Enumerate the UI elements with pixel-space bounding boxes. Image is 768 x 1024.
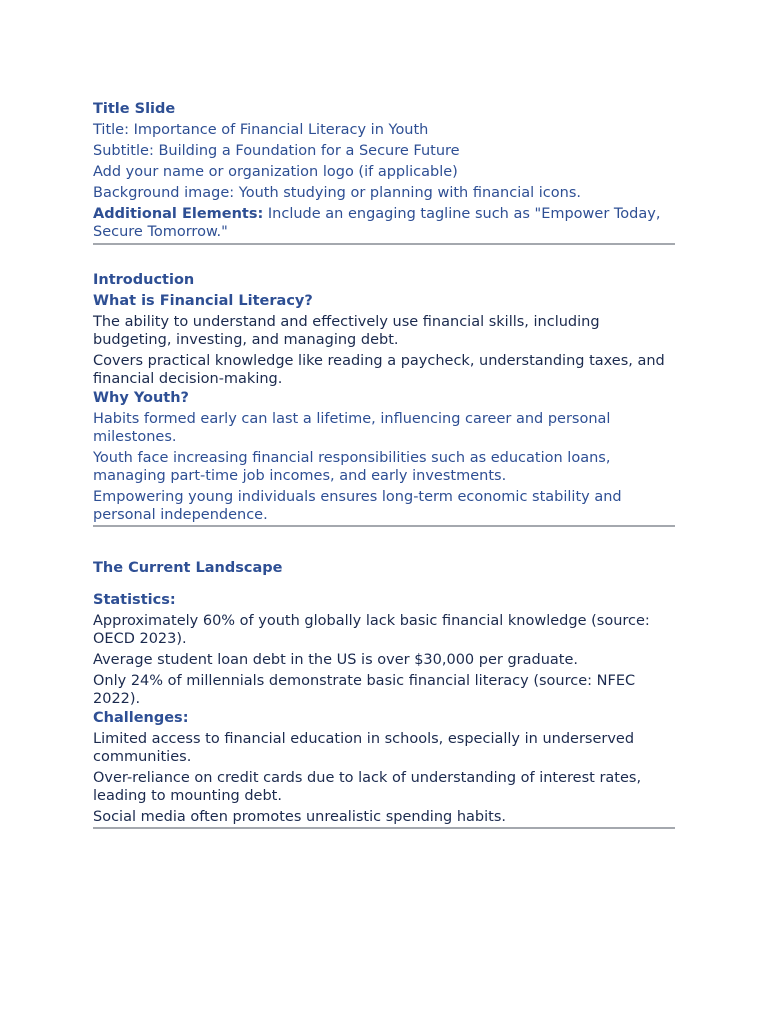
- additional-elements-label: Additional Elements:: [93, 206, 264, 222]
- additional-elements-paragraph: [93, 205, 675, 241]
- subtitle-line: Subtitle: Building a Foundation for a Secure Future: [93, 143, 460, 159]
- statistic-point: Only 24% of millennials demonstrate basic financial literacy (source: NFEC 2022).: [93, 673, 636, 707]
- what-heading: What is Financial Literacy?: [93, 293, 313, 309]
- why-point: Habits formed early can last a lifetime, influencing career and personal milestones.: [93, 411, 611, 445]
- background-image-line: Background image: Youth studying or planning with financial icons.: [93, 185, 581, 201]
- title-line: Title: Importance of Financial Literacy in Youth: [93, 122, 429, 138]
- challenges-heading: Challenges:: [93, 710, 189, 726]
- challenge-point: Social media often promotes unrealistic spending habits.: [93, 809, 506, 825]
- statistics-heading: Statistics:: [93, 592, 176, 608]
- introduction-section: [93, 271, 675, 527]
- section-divider: [93, 827, 675, 829]
- why-point: Empowering young individuals ensures long-term economic stability and personal independence.: [93, 489, 622, 523]
- logo-line: Add your name or organization logo (if applicable): [93, 164, 458, 180]
- additional-elements-text: Include an engaging tagline such as "Empower Today, Secure Tomorrow.": [93, 206, 661, 240]
- statistic-point: Average student loan debt in the US is over $30,000 per graduate.: [93, 652, 579, 668]
- challenge-point: Over-reliance on credit cards due to lack of understanding of interest rates, leading to mounting debt.: [93, 770, 642, 804]
- introduction-heading: Introduction: [93, 272, 195, 288]
- title-slide-section: [93, 100, 675, 245]
- why-point: Youth face increasing financial responsibilities such as education loans, managing part-time job incomes, and early investments.: [93, 450, 611, 484]
- title-slide-heading: Title Slide: [93, 101, 176, 117]
- what-point: The ability to understand and effectively use financial skills, including budgeting, investing, and managing debt.: [93, 314, 600, 348]
- section-divider: [93, 243, 675, 245]
- challenge-point: Limited access to financial education in schools, especially in underserved communities.: [93, 731, 635, 765]
- landscape-section: [93, 559, 675, 829]
- statistic-point: Approximately 60% of youth globally lack basic financial knowledge (source: OECD 2023).: [93, 613, 650, 647]
- what-point: Covers practical knowledge like reading a paycheck, understanding taxes, and financial decision-making.: [93, 353, 665, 387]
- landscape-heading: The Current Landscape: [93, 560, 283, 576]
- why-heading: Why Youth?: [93, 390, 189, 406]
- section-divider: [93, 525, 675, 527]
